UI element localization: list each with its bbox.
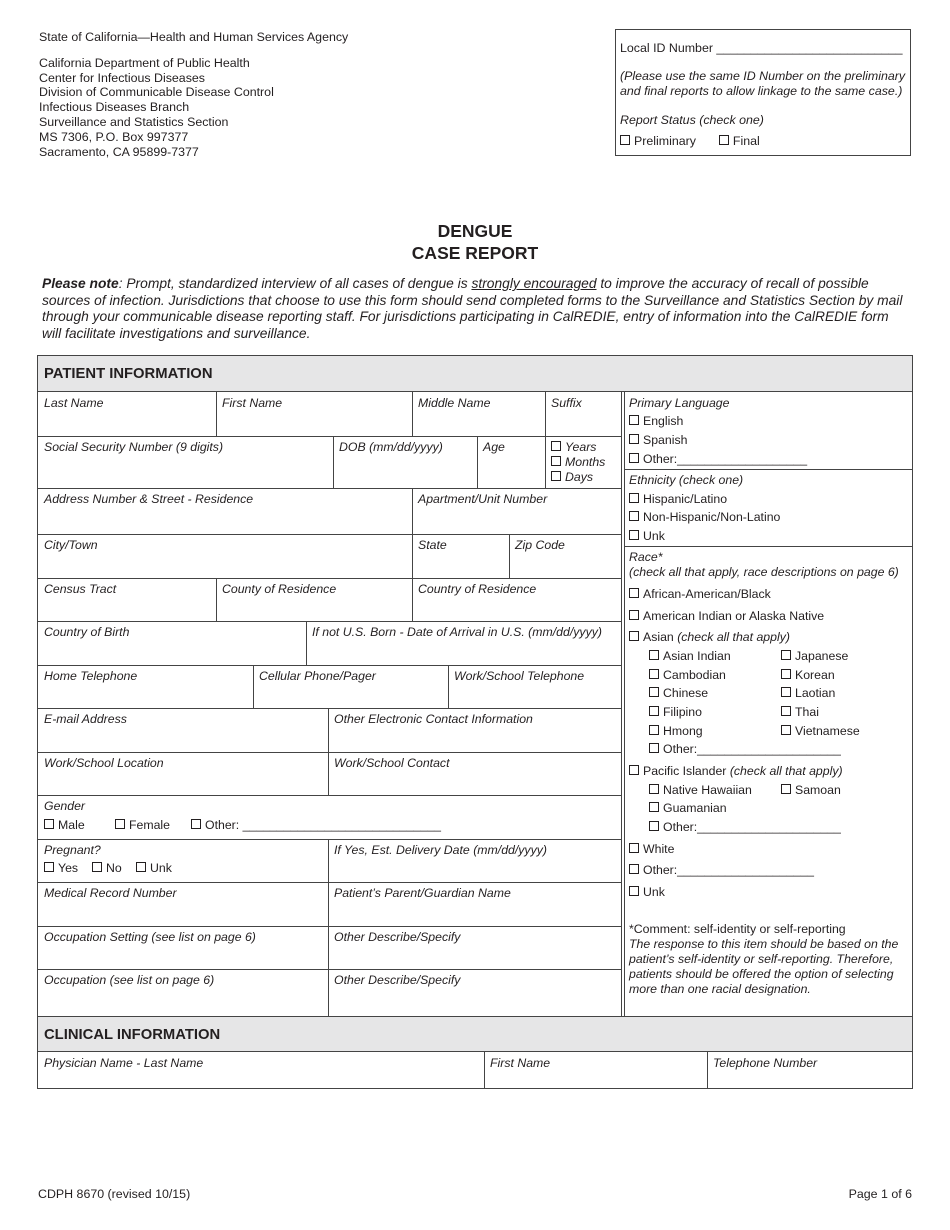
apartment-field[interactable]: Apartment/Unit Number xyxy=(418,492,548,506)
address-line: Surveillance and Statistics Section xyxy=(39,114,229,129)
gender-male-checkbox[interactable]: Male xyxy=(44,818,85,832)
checkbox-icon[interactable] xyxy=(136,862,146,872)
zip-field[interactable]: Zip Code xyxy=(515,538,565,552)
row-line xyxy=(38,534,621,535)
clinical-info-header: CLINICAL INFORMATION xyxy=(38,1016,912,1052)
physician-last-name-field[interactable]: Physician Name - Last Name xyxy=(44,1056,204,1070)
checkbox-icon[interactable] xyxy=(44,819,54,829)
column-divider xyxy=(624,392,625,1016)
checkbox-icon[interactable] xyxy=(551,441,561,451)
age-months-checkbox[interactable]: Months xyxy=(551,455,605,469)
checkbox-icon[interactable] xyxy=(649,725,659,735)
id-instruction: (Please use the same ID Number on the preliminary xyxy=(620,69,906,83)
page-title: DENGUE xyxy=(437,221,513,241)
address-line: Division of Communicable Disease Control xyxy=(39,85,274,100)
checkbox-icon[interactable] xyxy=(629,453,639,463)
pregnant-unk-checkbox[interactable]: Unk xyxy=(136,861,172,875)
language-other-checkbox[interactable]: Other:___________________ xyxy=(629,452,807,466)
row-line xyxy=(624,546,912,547)
checkbox-icon[interactable] xyxy=(551,456,561,466)
first-name-field[interactable]: First Name xyxy=(222,396,283,410)
pacific-other-checkbox[interactable]: Other:_____________________ xyxy=(649,820,841,834)
page-subtitle: CASE REPORT xyxy=(411,243,539,263)
middle-name-field[interactable]: Middle Name xyxy=(418,396,491,410)
asian-indian-checkbox[interactable]: Asian Indian xyxy=(649,649,731,663)
page-number: Page 1 of 6 xyxy=(848,1187,912,1201)
checkbox-icon[interactable] xyxy=(629,493,639,503)
race-comment-line: patient’s self-identity or self-reporting. Therefore, xyxy=(629,952,894,966)
patient-info-header: PATIENT INFORMATION xyxy=(38,356,912,392)
row-line xyxy=(38,839,621,840)
row-line xyxy=(38,665,621,666)
cellular-phone-field[interactable]: Cellular Phone/Pager xyxy=(259,669,376,683)
occupation-other-field[interactable]: Other Describe/Specify xyxy=(334,973,461,987)
language-english-checkbox[interactable]: English xyxy=(629,414,683,428)
row-line xyxy=(38,752,621,753)
note-bold: Please note xyxy=(42,276,119,291)
hmong-checkbox[interactable]: Hmong xyxy=(649,724,703,738)
race-pacific-islander-checkbox[interactable]: Pacific Islander (check all that apply) xyxy=(629,764,843,778)
checkbox-icon[interactable] xyxy=(781,650,791,660)
ethnicity-unk-checkbox[interactable]: Unk xyxy=(629,529,665,543)
row-line xyxy=(38,708,621,709)
age-days-checkbox[interactable]: Days xyxy=(551,470,593,484)
country-residence-field[interactable]: Country of Residence xyxy=(418,582,537,596)
work-location-field[interactable]: Work/School Location xyxy=(44,756,164,770)
checkbox-icon[interactable] xyxy=(781,725,791,735)
row-line xyxy=(38,882,621,883)
medical-record-field[interactable]: Medical Record Number xyxy=(44,886,177,900)
address-line: MS 7306, P.O. Box 997377 xyxy=(39,129,189,144)
form-id: CDPH 8670 (revised 10/15) xyxy=(38,1187,191,1201)
occupation-setting-field[interactable]: Occupation Setting (see list on page 6) xyxy=(44,930,256,944)
checkbox-icon[interactable] xyxy=(649,650,659,660)
japanese-checkbox[interactable]: Japanese xyxy=(781,649,848,663)
checkbox-icon[interactable] xyxy=(649,687,659,697)
checkbox-icon[interactable] xyxy=(629,631,639,641)
chinese-checkbox[interactable]: Chinese xyxy=(649,686,708,700)
race-white-checkbox[interactable]: White xyxy=(629,842,674,856)
checkbox-icon[interactable] xyxy=(191,819,201,829)
suffix-field[interactable]: Suffix xyxy=(551,396,582,410)
checkbox-icon[interactable] xyxy=(115,819,125,829)
checkbox-icon[interactable] xyxy=(781,706,791,716)
checkbox-icon[interactable] xyxy=(781,669,791,679)
state-agency-line: State of California—Health and Human Services Agency xyxy=(39,30,349,44)
census-tract-field[interactable]: Census Tract xyxy=(44,582,117,596)
guamanian-checkbox[interactable]: Guamanian xyxy=(649,801,727,815)
row-line xyxy=(38,926,621,927)
race-comment-line: patients should be offered the option of selecting xyxy=(629,967,894,981)
occupation-setting-other-field[interactable]: Other Describe/Specify xyxy=(334,930,461,944)
race-unk-checkbox[interactable]: Unk xyxy=(629,885,665,899)
checkbox-icon[interactable] xyxy=(629,864,639,874)
native-hawaiian-checkbox[interactable]: Native Hawaiian xyxy=(649,783,752,797)
laotian-checkbox[interactable]: Laotian xyxy=(781,686,835,700)
ethnicity-label: Ethnicity (check one) xyxy=(629,473,744,487)
address-line: Center for Infectious Diseases xyxy=(39,70,205,85)
pregnant-yes-checkbox[interactable]: Yes xyxy=(44,861,78,875)
race-comment-line: The response to this item should be based on the xyxy=(629,937,899,951)
checkbox-icon[interactable] xyxy=(649,821,659,831)
local-id-box xyxy=(615,29,911,156)
checkbox-icon[interactable] xyxy=(649,802,659,812)
physician-telephone-field[interactable]: Telephone Number xyxy=(713,1056,818,1070)
vietnamese-checkbox[interactable]: Vietnamese xyxy=(781,724,860,738)
checkbox-icon[interactable] xyxy=(629,765,639,775)
checkbox-icon[interactable] xyxy=(620,135,630,145)
ethnicity-hispanic-checkbox[interactable]: Hispanic/Latino xyxy=(629,492,727,506)
local-id-field[interactable]: Local ID Number ___________________________ xyxy=(620,41,903,55)
checkbox-icon[interactable] xyxy=(649,743,659,753)
checkbox-icon[interactable] xyxy=(719,135,729,145)
ssn-field[interactable]: Social Security Number (9 digits) xyxy=(44,440,224,454)
race-instruction: (check all that apply, race descriptions on page 6) xyxy=(629,565,899,579)
checkbox-icon[interactable] xyxy=(629,886,639,896)
work-telephone-field[interactable]: Work/School Telephone xyxy=(454,669,585,683)
primary-language-label: Primary Language xyxy=(629,396,730,410)
checkbox-icon[interactable] xyxy=(629,511,639,521)
please-note-paragraph: Please note: Prompt, standardized interview of all cases of dengue is strongly encouraged to improve the accuracy of recall of possible sources of infection. Jurisdictions that choose to use this form should send completed forms to the Surveillance and Statistics Section by mail through your communicable disease reporting staff. For jurisdictions participating in CalREDIE, entry of information into the CalREDIE form will facilitate investigations and surveillance. xyxy=(42,276,903,341)
ethnicity-non-hispanic-checkbox[interactable]: Non-Hispanic/Non-Latino xyxy=(629,510,780,524)
race-comment-title: *Comment: self-identity or self-reporting xyxy=(629,922,846,936)
id-instruction: and final reports to allow linkage to the same case.) xyxy=(620,83,903,98)
county-field[interactable]: County of Residence xyxy=(222,582,337,596)
checkbox-icon[interactable] xyxy=(649,784,659,794)
samoan-checkbox[interactable]: Samoan xyxy=(781,783,841,797)
arrival-date-field[interactable]: If not U.S. Born - Date of Arrival in U.S. (mm/dd/yyyy) xyxy=(312,625,602,639)
column-divider xyxy=(621,392,622,1016)
occupation-field[interactable]: Occupation (see list on page 6) xyxy=(44,973,215,987)
row-line xyxy=(38,578,621,579)
final-checkbox[interactable]: Final xyxy=(719,134,760,148)
thai-checkbox[interactable]: Thai xyxy=(781,705,819,719)
checkbox-icon[interactable] xyxy=(781,687,791,697)
delivery-date-field[interactable]: If Yes, Est. Delivery Date (mm/dd/yyyy) xyxy=(334,843,547,857)
row-line xyxy=(38,488,621,489)
filipino-checkbox[interactable]: Filipino xyxy=(649,705,702,719)
checkbox-icon[interactable] xyxy=(44,862,54,872)
row-line xyxy=(38,436,621,437)
language-spanish-checkbox[interactable]: Spanish xyxy=(629,433,687,447)
row-line xyxy=(38,795,621,796)
checkbox-icon[interactable] xyxy=(551,471,561,481)
korean-checkbox[interactable]: Korean xyxy=(781,668,835,682)
age-years-checkbox[interactable]: Years xyxy=(551,440,596,454)
email-field[interactable]: E-mail Address xyxy=(44,712,127,726)
gender-label: Gender xyxy=(44,799,86,813)
address-line: Sacramento, CA 95899-7377 xyxy=(39,144,199,159)
gender-other-checkbox[interactable]: Other: _____________________________ xyxy=(191,818,441,832)
physician-first-name-field[interactable]: First Name xyxy=(490,1056,551,1070)
preliminary-checkbox[interactable]: Preliminary xyxy=(620,134,696,148)
checkbox-icon[interactable] xyxy=(92,862,102,872)
race-african-american-checkbox[interactable]: African-American/Black xyxy=(629,587,771,601)
checkbox-icon[interactable] xyxy=(629,434,639,444)
race-comment-line: more than one racial designation. xyxy=(629,982,811,996)
address-field[interactable]: Address Number & Street - Residence xyxy=(44,492,254,506)
last-name-field[interactable]: Last Name xyxy=(44,396,104,410)
guardian-name-field[interactable]: Patient’s Parent/Guardian Name xyxy=(334,886,511,900)
checkbox-icon[interactable] xyxy=(649,669,659,679)
checkbox-icon[interactable] xyxy=(629,610,639,620)
race-asian-checkbox[interactable]: Asian (check all that apply) xyxy=(629,630,790,644)
race-other-checkbox[interactable]: Other:____________________ xyxy=(629,863,814,877)
pregnant-label: Pregnant? xyxy=(44,843,101,857)
cell-divider xyxy=(545,436,546,488)
race-label: Race* xyxy=(629,550,663,564)
race-native-american-checkbox[interactable]: American Indian or Alaska Native xyxy=(629,609,824,623)
address-line: California Department of Public Health xyxy=(39,55,250,70)
checkbox-icon[interactable] xyxy=(781,784,791,794)
row-line xyxy=(38,969,621,970)
home-telephone-field[interactable]: Home Telephone xyxy=(44,669,138,683)
age-field[interactable]: Age xyxy=(483,440,505,454)
row-line xyxy=(624,469,912,470)
dob-field[interactable]: DOB (mm/dd/yyyy) xyxy=(339,440,443,454)
country-birth-field[interactable]: Country of Birth xyxy=(44,625,130,639)
checkbox-icon[interactable] xyxy=(629,530,639,540)
address-line: Infectious Diseases Branch xyxy=(39,100,190,115)
row-line xyxy=(38,621,621,622)
case-report-form xyxy=(37,355,913,1089)
checkbox-icon[interactable] xyxy=(649,706,659,716)
report-status-label: Report Status (check one) xyxy=(620,113,764,127)
agency-header xyxy=(39,30,348,159)
cambodian-checkbox[interactable]: Cambodian xyxy=(649,668,726,682)
state-field[interactable]: State xyxy=(418,538,447,552)
work-contact-field[interactable]: Work/School Contact xyxy=(334,756,450,770)
pregnant-no-checkbox[interactable]: No xyxy=(92,861,122,875)
city-field[interactable]: City/Town xyxy=(44,538,98,552)
gender-female-checkbox[interactable]: Female xyxy=(115,818,170,832)
checkbox-icon[interactable] xyxy=(629,588,639,598)
checkbox-icon[interactable] xyxy=(629,415,639,425)
asian-other-checkbox[interactable]: Other:_____________________ xyxy=(649,742,841,756)
checkbox-icon[interactable] xyxy=(629,843,639,853)
other-contact-field[interactable]: Other Electronic Contact Information xyxy=(334,712,533,726)
